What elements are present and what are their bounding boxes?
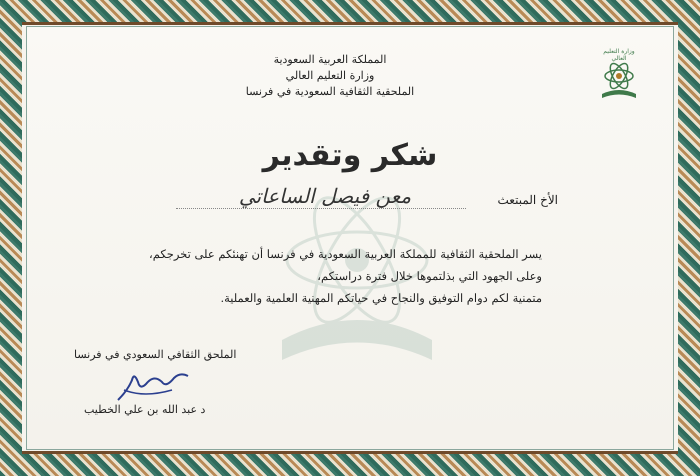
- issuer-line-country: المملكة العربية السعودية: [273, 53, 387, 66]
- certificate-body: [122, 243, 542, 309]
- recipient-name: معن فيصل الساعاتي: [238, 184, 412, 208]
- border-rule-bottom: [22, 451, 678, 454]
- recipient-label: الأخ المبتعث: [497, 193, 558, 207]
- signatory-name: د عبد الله بن علي الخطيب: [84, 403, 206, 416]
- emblem-caption: وزارة التعليم العالي: [603, 48, 635, 62]
- border-rule-top: [22, 22, 678, 25]
- issuer-line-attache: الملحقية الثقافية السعودية في فرنسا: [245, 85, 415, 98]
- issuer-line-ministry: وزارة التعليم العالي: [285, 69, 375, 82]
- body-line-3: متمنية لكم دوام التوفيق والنجاح في حياتكم المهنية العلمية والعملية.: [220, 291, 542, 305]
- body-line-1: يسر الملحقية الثقافية للمملكة العربية السعودية في فرنسا أن تهنئكم على تخرجكم،: [149, 247, 542, 261]
- body-line-2: وعلى الجهود التي بذلتموها خلال فترة دراستكم،: [317, 269, 542, 283]
- certificate-title: شكر وتقدير: [262, 138, 438, 173]
- recipient-dotted-line: [176, 208, 466, 209]
- signature-mark: [114, 360, 194, 408]
- ministry-emblem: [596, 48, 642, 104]
- issuer-header: [200, 52, 460, 100]
- signatory-title: الملحق الثقافي السعودي في فرنسا: [74, 348, 237, 361]
